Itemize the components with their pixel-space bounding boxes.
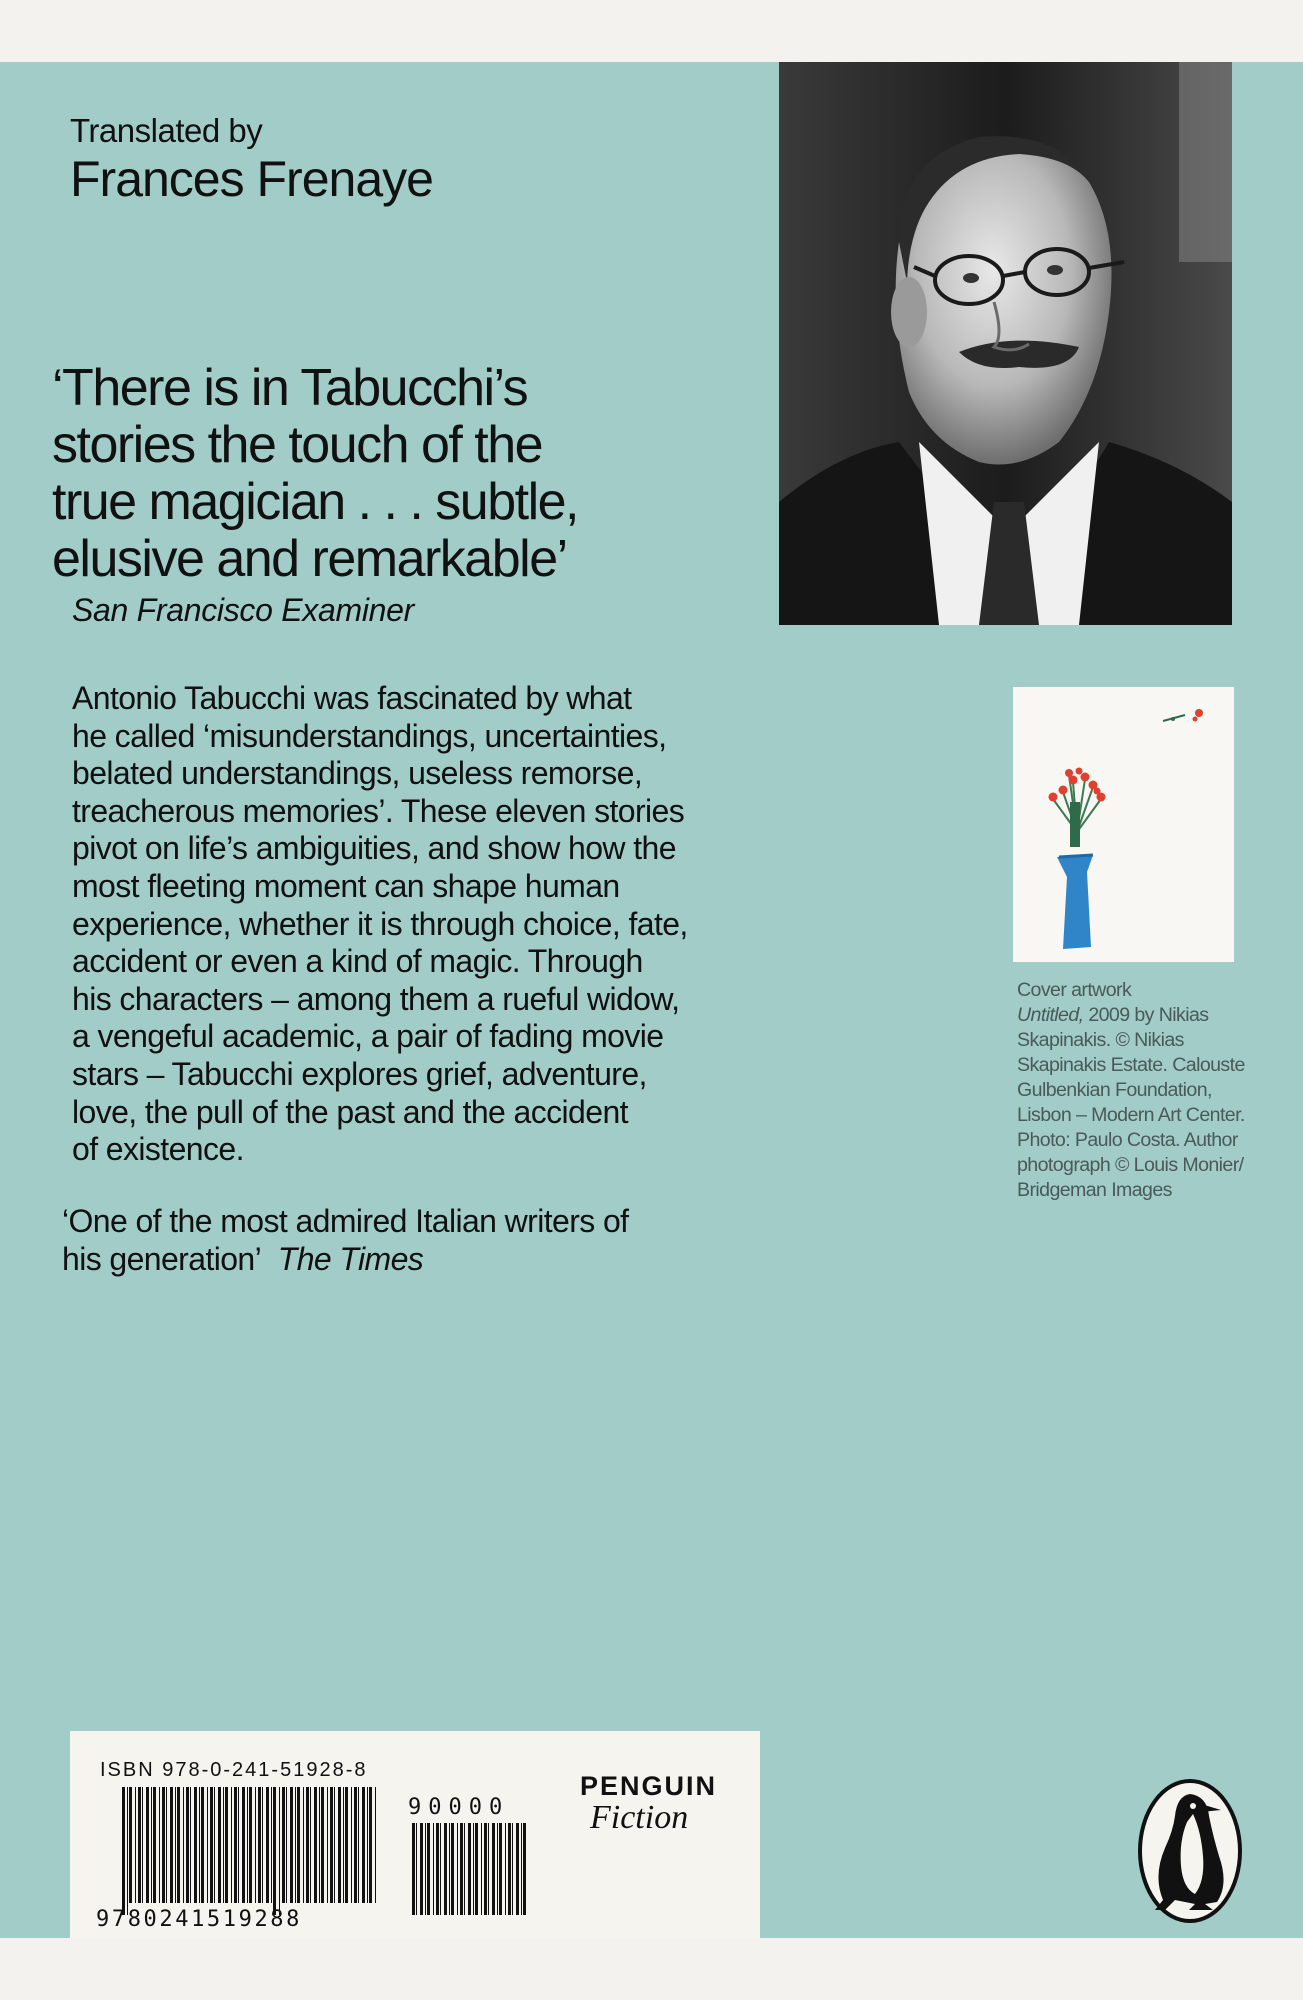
barcode-bar	[166, 1787, 167, 1903]
barcode-bar	[327, 1787, 328, 1903]
barcode-bar	[351, 1787, 352, 1903]
barcode-bar	[505, 1823, 506, 1915]
barcode-bar	[420, 1823, 423, 1915]
barcode-bar	[375, 1787, 376, 1903]
barcode-bar	[162, 1787, 165, 1903]
barcode-bar	[266, 1787, 269, 1903]
author-photograph	[779, 62, 1232, 625]
barcode-bar	[207, 1787, 208, 1903]
barcode-bar	[412, 1823, 415, 1915]
barcode-bar	[343, 1787, 344, 1903]
barcode-bar	[427, 1823, 430, 1915]
barcode-bar	[460, 1823, 463, 1915]
vase-illustration	[1013, 687, 1234, 962]
barcode-bar	[508, 1823, 511, 1915]
series-name: Fiction	[590, 1799, 689, 1836]
barcode-bar	[499, 1823, 502, 1915]
barcode-bar	[512, 1823, 513, 1915]
barcode-bar	[214, 1787, 215, 1903]
barcode-bar	[523, 1823, 526, 1915]
credits-line2: 2009 by Nikias Skapinakis. © Nikias Skapinakis Estate. Calouste Gulbenkian Foundation, Lisbon – Modern Art Center. Photo: Paulo Costa. Author photograph © Louis Monier/ Bridgeman Images	[1017, 1004, 1245, 1201]
barcode-bar	[279, 1787, 280, 1915]
review-quote-text: ‘One of the most admired Italian writers of his generation’	[62, 1203, 629, 1277]
barcode-bar	[271, 1787, 272, 1903]
penguin-logo-icon	[1135, 1776, 1245, 1931]
barcode-bar	[369, 1787, 372, 1903]
barcode-bar	[231, 1787, 232, 1903]
barcode-bar	[484, 1823, 487, 1915]
barcode-bar	[210, 1787, 213, 1903]
barcode-bar	[159, 1787, 160, 1903]
barcode-bar	[127, 1787, 128, 1915]
barcode-bar	[330, 1787, 333, 1903]
barcode-bar	[473, 1823, 474, 1915]
review-quote-source: The Times	[277, 1240, 424, 1277]
barcode-bar	[199, 1787, 200, 1903]
barcode-bar	[354, 1787, 357, 1903]
barcode-bar	[290, 1787, 293, 1903]
barcode-panel	[70, 1731, 760, 1938]
credits-line1: Cover artwork	[1017, 979, 1132, 1001]
barcode-bar	[282, 1787, 285, 1903]
barcode-bar	[481, 1823, 482, 1915]
barcode-bar	[225, 1787, 228, 1903]
barcode-bar	[223, 1787, 224, 1903]
barcode-bar	[310, 1787, 311, 1903]
barcode-bar	[247, 1787, 248, 1903]
barcode-bar	[122, 1787, 125, 1915]
barcode-bar	[321, 1787, 324, 1903]
barcode-bar	[186, 1787, 189, 1903]
barcode-bar	[135, 1787, 136, 1903]
credits-artwork-title: Untitled,	[1017, 1004, 1084, 1026]
barcode-bar	[177, 1787, 180, 1903]
barcode-bar	[464, 1823, 465, 1915]
barcode-bar	[425, 1823, 426, 1915]
barcode-bar	[449, 1823, 450, 1915]
isbn-label: ISBN 978-0-241-51928-8	[100, 1759, 368, 1781]
barcode-bar	[440, 1823, 441, 1915]
author-portrait-image	[779, 62, 1232, 625]
barcode-bar	[262, 1787, 263, 1903]
barcode-bar	[492, 1823, 495, 1915]
publisher-name: PENGUIN	[580, 1771, 718, 1801]
pull-quote: ‘There is in Tabucchi’s stories the touch of the true magician . . . subtle, elusive and remarkable’	[52, 359, 578, 588]
barcode-bar	[451, 1823, 454, 1915]
barcode-bar	[142, 1787, 143, 1903]
barcode-bar	[468, 1823, 471, 1915]
barcode-bar	[295, 1787, 296, 1903]
barcode-bar	[319, 1787, 320, 1903]
barcode-bar	[218, 1787, 221, 1903]
barcode-bar	[129, 1787, 132, 1903]
barcode-bar	[367, 1787, 368, 1903]
ean-digits: 9780241519288	[96, 1907, 302, 1932]
addon-digits: 90000	[408, 1795, 510, 1820]
barcode-bar	[362, 1787, 365, 1903]
barcode-bar	[475, 1823, 478, 1915]
cover-artwork-thumbnail	[1013, 687, 1234, 962]
barcode-bar	[153, 1787, 156, 1903]
barcode-bar	[255, 1787, 256, 1903]
barcode-bar	[194, 1787, 197, 1903]
barcode-bar	[138, 1787, 141, 1903]
barcode-bar	[436, 1823, 439, 1915]
cover-credits	[1017, 978, 1247, 1203]
barcode-bar	[190, 1787, 191, 1903]
barcode-bar	[516, 1823, 519, 1915]
barcode-bar	[416, 1823, 417, 1915]
barcode-bar	[234, 1787, 237, 1903]
book-blurb: Antonio Tabucchi was fascinated by what he called ‘misunderstandings, uncertainties, belated understandings, useless remorse, treacherous memories’. These eleven stories pivot on life’s ambiguities, and show how the most fleeting moment can shape human experience, whether it is through choice, fate, accident or even a kind of magic. Through his characters – among them a rueful widow, a vengeful academic, a pair of fading movie stars – Tabucchi explores grief, adventure, love, the pull of the past and the accident of existence.	[72, 680, 688, 1168]
barcode-bar	[433, 1823, 434, 1915]
barcode-bar	[488, 1823, 489, 1915]
barcode-bar	[444, 1823, 447, 1915]
barcode-bar	[258, 1787, 261, 1903]
barcode-bar	[201, 1787, 204, 1903]
barcode-bar	[358, 1787, 359, 1903]
barcode-bar	[334, 1787, 335, 1903]
barcode-bar	[297, 1787, 300, 1903]
barcode-bar	[242, 1787, 245, 1903]
barcode-bar	[249, 1787, 252, 1903]
pull-quote-source: San Francisco Examiner	[72, 592, 414, 628]
barcode-bar	[306, 1787, 309, 1903]
barcode-bar	[345, 1787, 348, 1903]
barcode-bar	[273, 1787, 276, 1915]
barcode-bar	[497, 1823, 498, 1915]
barcode-bar	[338, 1787, 341, 1903]
barcode-bar	[146, 1787, 149, 1903]
barcode-bar	[314, 1787, 317, 1903]
translated-by-label: Translated by	[70, 112, 263, 149]
review-quote	[62, 1203, 782, 1278]
barcode-bar	[183, 1787, 184, 1903]
barcode-bar	[286, 1787, 287, 1903]
barcode-bar	[238, 1787, 239, 1903]
barcode-bar	[457, 1823, 458, 1915]
addon-barcode	[410, 1823, 528, 1927]
barcode-bar	[175, 1787, 176, 1903]
translator-name: Frances Frenaye	[70, 151, 433, 207]
ean-barcode	[120, 1787, 380, 1915]
barcode-bar	[170, 1787, 173, 1903]
barcode-bar	[521, 1823, 522, 1915]
barcode-bar	[303, 1787, 304, 1903]
barcode-bar	[151, 1787, 152, 1903]
